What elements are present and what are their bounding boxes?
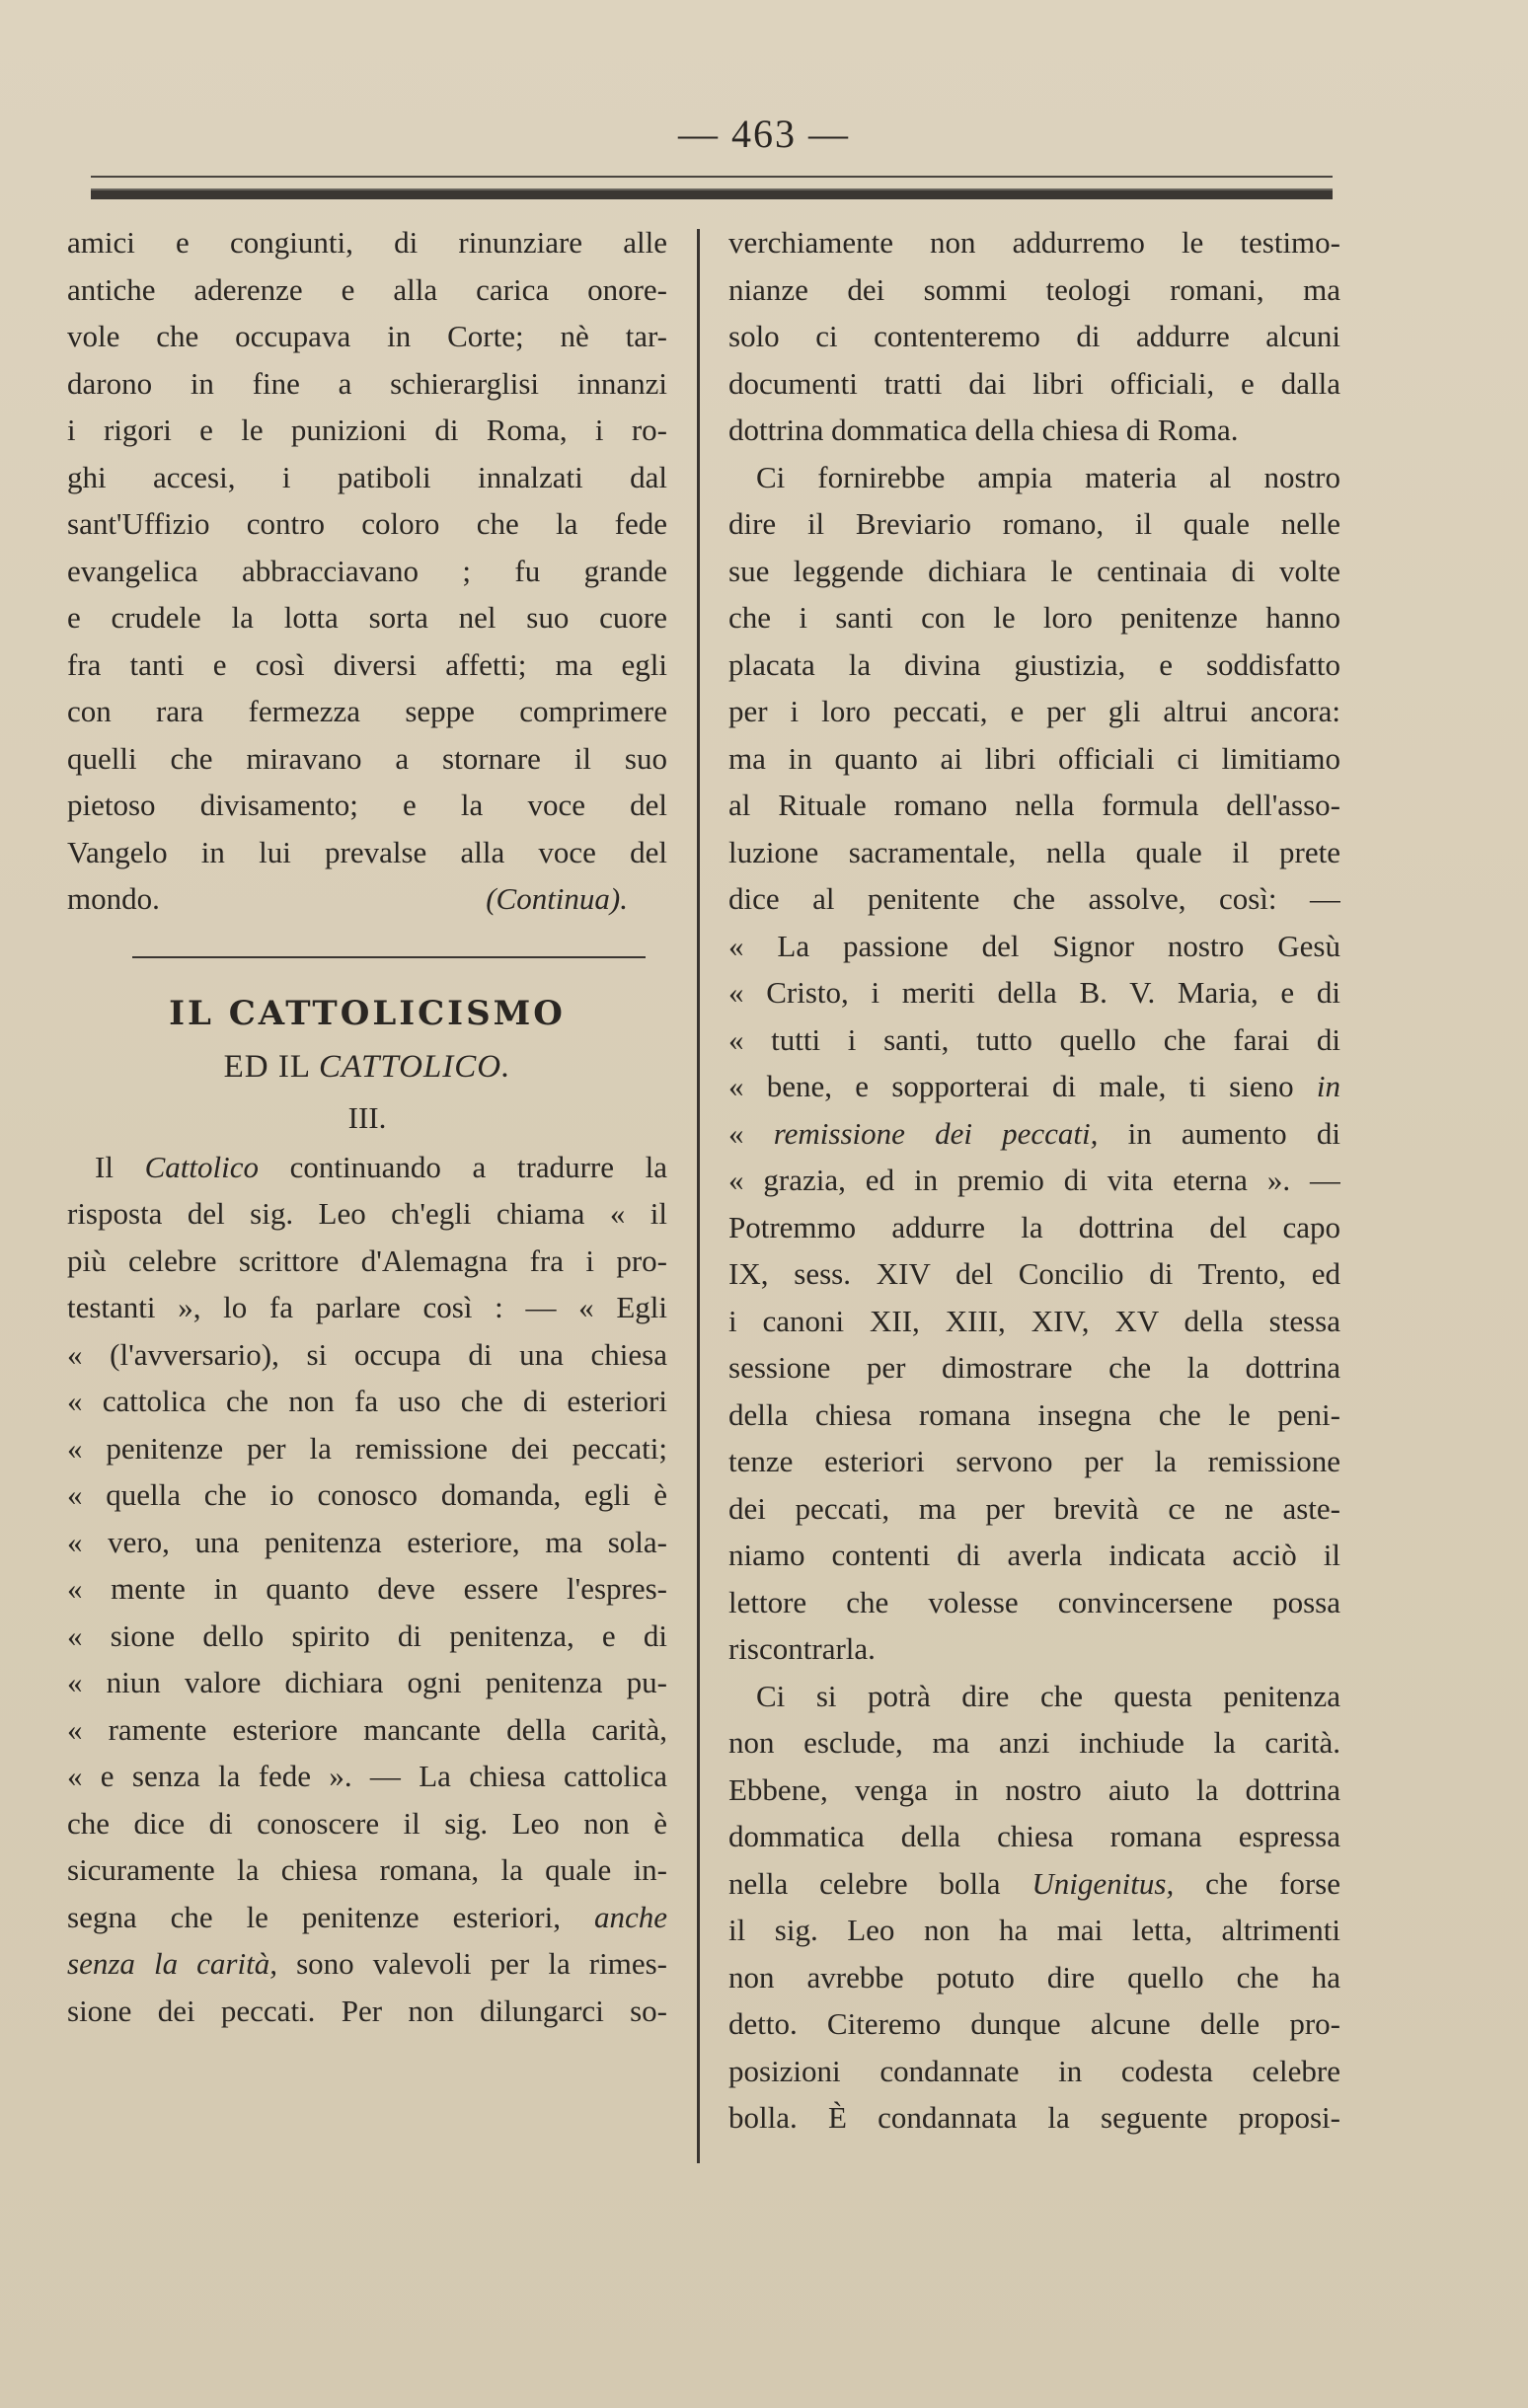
text-segment: verchiamente non addurremo le testimo- xyxy=(728,225,1340,260)
text-line xyxy=(728,1250,1340,1298)
text-segment: « niun valore dichiara ogni penitenza pu- xyxy=(67,1665,667,1699)
text-line xyxy=(67,1753,667,1800)
text-line: con rara fermezza seppe comprimere xyxy=(67,694,667,728)
text-segment: segna che le penitenze esteriori, xyxy=(67,1899,594,1934)
page-number: — 463 — xyxy=(678,112,850,156)
text-segment: al Rituale romano nella formula dell'asso- xyxy=(728,788,1340,822)
text-segment: il sig. Leo non ha mai letta, altrimenti xyxy=(728,1913,1340,1947)
text-line xyxy=(728,2094,1340,2142)
text-line xyxy=(728,313,1340,360)
text-line: pietoso divisamento; e la voce del xyxy=(67,788,667,822)
text-line xyxy=(67,1846,667,1894)
text-line xyxy=(728,548,1340,595)
text-line xyxy=(728,969,1340,1016)
text-line xyxy=(67,1425,667,1472)
text-line: amici e congiunti, di rinunziare alle xyxy=(67,225,667,260)
text-segment: « (l'avversario), si occupa di una chiesa xyxy=(67,1336,667,1372)
text-line xyxy=(728,1719,1340,1767)
left-paragraph-2 xyxy=(67,1144,667,2035)
text-segment: « xyxy=(728,1115,774,1151)
text-segment: « tutti i santi, tutto quello che farai di xyxy=(728,1021,1340,1057)
text-line xyxy=(728,782,1340,829)
text-segment: lettore che volesse convincersene possa xyxy=(728,1584,1340,1619)
paragraph-ending-line xyxy=(67,875,667,923)
continua-note: (Continua). xyxy=(486,881,628,916)
text-line xyxy=(728,407,1340,454)
text-line xyxy=(728,594,1340,641)
left-paragraph-1 xyxy=(67,219,667,875)
text-segment: testanti », lo fa parlare così : — « Egli xyxy=(67,1290,667,1324)
header-rule-thick xyxy=(91,188,1333,199)
section-number: III. xyxy=(347,1099,387,1135)
right-column-text xyxy=(728,219,1340,2142)
text-segment: « sione dello spirito di penitenza, e di xyxy=(67,1618,667,1653)
text-line xyxy=(728,1344,1340,1392)
text-segment: « quella che io conosco domanda, egli è xyxy=(67,1477,667,1512)
text-segment: Ci fornirebbe ampia materia al nostro xyxy=(756,459,1340,494)
text-segment: niamo contenti di averla indicata acciò il xyxy=(728,1538,1340,1572)
text-segment: non avrebbe potuto dire quello che ha xyxy=(728,1959,1340,1994)
text-line xyxy=(728,454,1340,501)
text-line xyxy=(728,735,1340,783)
text-segment: sono valevoli per la rimes- xyxy=(276,1946,667,1981)
text-segment: dei peccati, ma per brevità ce ne aste- xyxy=(728,1490,1340,1526)
text-line xyxy=(728,1532,1340,1579)
text-line xyxy=(67,1800,667,1847)
text-line: darono in fine a schierarglisi innanzi xyxy=(67,365,667,401)
text-line xyxy=(728,219,1340,266)
text-line xyxy=(728,1813,1340,1860)
text-segment: dottrina dommatica della chiesa di Roma. xyxy=(728,413,1239,447)
text-line xyxy=(67,1331,667,1379)
text-segment: Potremmo addurre la dottrina del capo xyxy=(728,1209,1340,1244)
text-line xyxy=(728,266,1340,314)
last-word: mondo. xyxy=(67,881,160,916)
text-line: i rigori e le punizioni di Roma, i ro- xyxy=(67,413,667,447)
text-segment: luzione sacramentale, nella quale il prete xyxy=(728,834,1340,869)
text-segment: placata la divina giustizia, e soddisfatto xyxy=(728,646,1340,682)
text-line xyxy=(728,1579,1340,1626)
text-segment: documenti tratti dai libri officiali, e dalla xyxy=(728,365,1340,401)
text-line xyxy=(728,641,1340,689)
header-rule-thin xyxy=(91,176,1333,178)
text-segment: dire il Breviario romano, il quale nelle xyxy=(728,506,1340,541)
text-line xyxy=(67,1894,667,1941)
text-line xyxy=(728,1298,1340,1345)
text-line xyxy=(67,1988,667,2035)
text-segment: più celebre scrittore d'Alemagna fra i pro- xyxy=(67,1242,667,1278)
text-segment: « e senza la fede ». — La chiesa cattolica xyxy=(67,1759,667,1793)
text-line: vole che occupava in Corte; nè tar- xyxy=(67,319,667,353)
text-line xyxy=(728,1063,1340,1110)
text-line xyxy=(67,1940,667,1988)
text-segment: sessione per dimostrare che la dottrina xyxy=(728,1350,1340,1385)
subheading-plain: ED IL xyxy=(223,1048,320,1085)
text-segment: « Cristo, i meriti della B. V. Maria, e di xyxy=(728,975,1340,1010)
text-line xyxy=(728,1204,1340,1251)
text-line xyxy=(67,1378,667,1425)
text-line xyxy=(67,1519,667,1566)
text-segment: detto. Citeremo dunque alcune delle pro- xyxy=(728,2006,1340,2041)
text-line xyxy=(728,500,1340,548)
text-line xyxy=(728,829,1340,876)
text-segment: ma in quanto ai libri officiali ci limitiamo xyxy=(728,740,1340,776)
text-segment: Ebbene, venga in nostro aiuto la dottrina xyxy=(728,1771,1340,1807)
text-line xyxy=(728,688,1340,735)
column-divider xyxy=(697,229,700,2163)
section-divider-rule xyxy=(132,956,646,958)
text-segment: « La passione del Signor nostro Gesù xyxy=(728,928,1340,963)
text-line xyxy=(728,1110,1340,1158)
text-segment: « bene, e sopporterai di male, ti sieno xyxy=(728,1069,1317,1103)
text-line: e crudele la lotta sorta nel suo cuore xyxy=(67,600,667,635)
text-segment: bolla. È condannata la seguente proposi- xyxy=(728,2100,1340,2135)
text-segment: nella celebre bolla xyxy=(728,1865,1032,1901)
text-segment: nianze dei sommi teologi romani, ma xyxy=(728,271,1340,307)
text-segment: « ramente esteriore mancante della carità, xyxy=(67,1711,667,1747)
text-segment: Il xyxy=(95,1149,145,1184)
right-column xyxy=(728,219,1340,2142)
text-segment: risposta del sig. Leo ch'egli chiama « il xyxy=(67,1196,667,1231)
left-column xyxy=(67,219,667,2034)
text-segment: IX, sess. XIV del Concilio di Trento, ed xyxy=(728,1256,1340,1291)
text-segment: che dice di conoscere il sig. Leo non è xyxy=(67,1805,667,1841)
text-segment: dommatica della chiesa romana espressa xyxy=(728,1819,1340,1853)
subheading-italic: CATTOLICO. xyxy=(319,1048,511,1085)
text-segment: della chiesa romana insegna che le peni- xyxy=(728,1396,1340,1432)
text-line xyxy=(728,1438,1340,1485)
text-line: Vangelo in lui prevalse alla voce del xyxy=(67,834,667,869)
text-line xyxy=(728,1485,1340,1533)
text-segment: « penitenze per la remissione dei peccati; xyxy=(67,1430,667,1466)
text-line xyxy=(67,1284,667,1331)
text-segment: sione dei peccati. Per non dilungarci so- xyxy=(67,1993,667,2028)
italic-text: remissione dei peccati, xyxy=(773,1115,1099,1151)
text-segment: non esclude, ma anzi inchiude la carità. xyxy=(728,1725,1340,1760)
text-line xyxy=(728,1157,1340,1204)
italic-text: in xyxy=(1316,1069,1340,1103)
text-line: fra tanti e così diversi affetti; ma egli xyxy=(67,646,667,682)
italic-text: Unigenitus, xyxy=(1031,1865,1175,1901)
text-segment: « mente in quanto deve essere l'espres- xyxy=(67,1571,667,1606)
text-segment: riscontrarla. xyxy=(728,1631,876,1666)
text-line xyxy=(728,923,1340,970)
text-line xyxy=(67,1471,667,1519)
text-segment: « cattolica che non fa uso che di esteriori xyxy=(67,1384,667,1418)
text-line xyxy=(67,1613,667,1660)
text-line xyxy=(67,1238,667,1285)
text-segment: che i santi con le loro penitenze hanno xyxy=(728,600,1340,635)
text-segment: sue leggende dichiara le centinaia di volte xyxy=(728,553,1340,588)
text-segment: posizioni condannate in codesta celebre xyxy=(728,2053,1340,2088)
text-line: ghi accesi, i patiboli innalzati dal xyxy=(67,459,667,494)
text-line xyxy=(728,1907,1340,1954)
text-line xyxy=(67,1565,667,1613)
text-line xyxy=(728,1625,1340,1673)
text-line xyxy=(728,1860,1340,1908)
text-line xyxy=(728,2048,1340,2095)
italic-text: Cattolico xyxy=(144,1149,259,1184)
italic-text: senza la carità, xyxy=(67,1946,277,1981)
text-line xyxy=(728,360,1340,408)
text-segment: sicuramente la chiesa romana, la quale in- xyxy=(67,1852,667,1887)
text-line xyxy=(67,1144,667,1191)
text-line xyxy=(728,1767,1340,1814)
text-segment: « vero, una penitenza esteriore, ma sola- xyxy=(67,1524,667,1559)
text-line: sant'Uffizio contro coloro che la fede xyxy=(67,506,667,541)
text-segment: « grazia, ed in premio di vita eterna ». — xyxy=(728,1163,1340,1197)
text-segment: che forse xyxy=(1174,1865,1340,1901)
text-segment: Ci si potrà dire che questa penitenza xyxy=(756,1678,1340,1713)
text-line xyxy=(728,1954,1340,2001)
text-line xyxy=(67,1190,667,1238)
text-line xyxy=(728,875,1340,923)
text-segment: continuando a tradurre la xyxy=(258,1149,667,1184)
article-heading: IL CATTOLICISMO xyxy=(169,993,566,1033)
text-line: quelli che miravano a stornare il suo xyxy=(67,740,667,776)
text-line xyxy=(67,1706,667,1754)
text-segment: per i loro peccati, e per gli altrui ancora: xyxy=(728,694,1340,728)
text-line xyxy=(67,1659,667,1706)
text-segment: i canoni XII, XIII, XIV, XV della stessa xyxy=(728,1303,1340,1338)
text-line xyxy=(728,2000,1340,2048)
text-segment: dice al penitente che assolve, così: — xyxy=(728,881,1340,916)
text-line xyxy=(728,1392,1340,1439)
italic-text: anche xyxy=(593,1899,667,1934)
text-segment: solo ci contenteremo di addurre alcuni xyxy=(728,319,1340,353)
text-line xyxy=(728,1673,1340,1720)
text-line xyxy=(728,1016,1340,1064)
text-segment: in aumento di xyxy=(1098,1115,1340,1151)
text-segment: tenze esteriori servono per la remissione xyxy=(728,1444,1340,1478)
text-line: evangelica abbracciavano ; fu grande xyxy=(67,553,667,588)
text-line: antiche aderenze e alla carica onore- xyxy=(67,271,667,307)
article-subheading xyxy=(67,1041,667,1092)
